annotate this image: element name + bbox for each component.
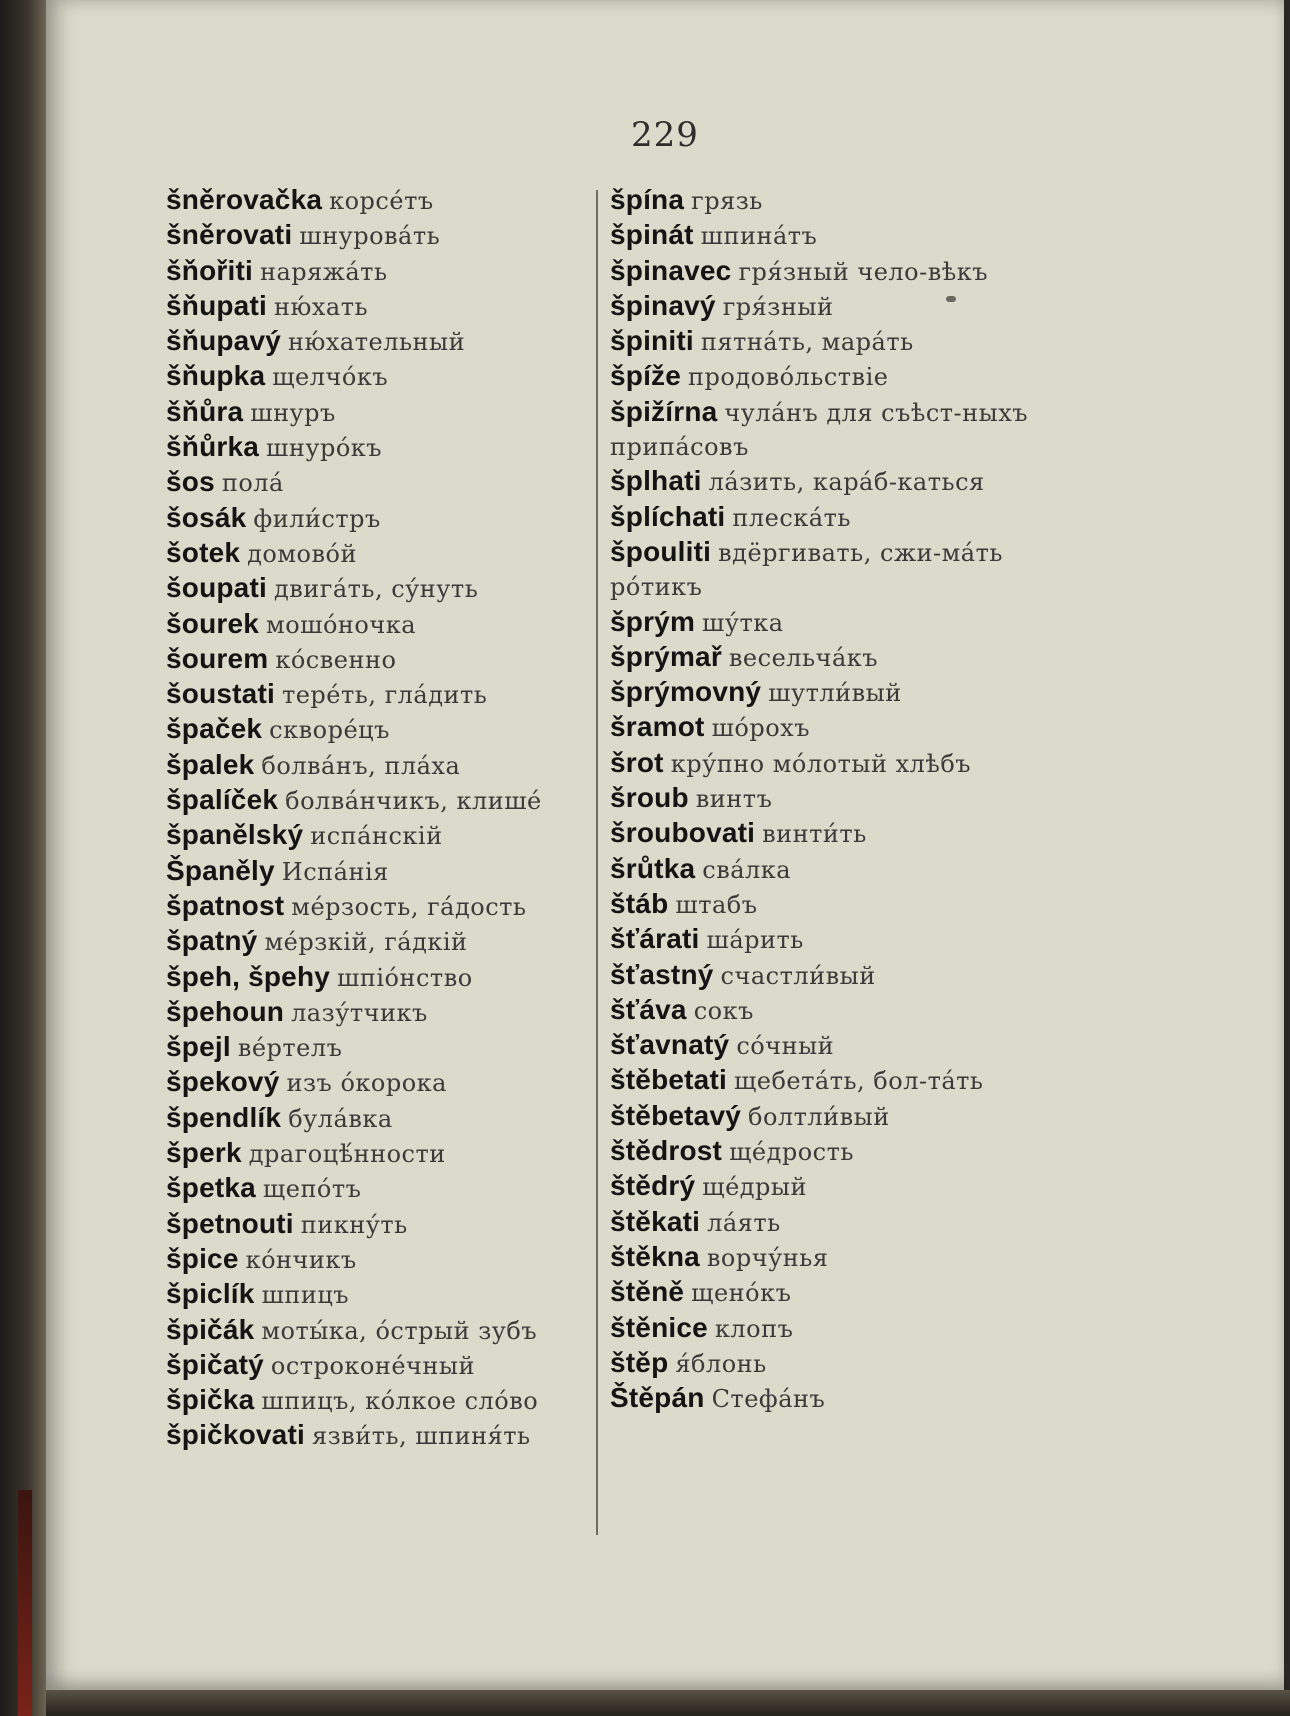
entry-headword: špína (610, 184, 685, 215)
dictionary-entry (610, 395, 1084, 465)
dictionary-entry (166, 783, 634, 818)
dictionary-entry (610, 958, 1084, 993)
entry-headword: šťavnatý (610, 1029, 730, 1061)
entry-headword: štěp (610, 1346, 669, 1378)
entry-translation: продово́льствіе (688, 363, 889, 392)
entry-headword: špice (166, 1242, 239, 1274)
dictionary-entry (166, 642, 634, 677)
entry-translation: болва́нчикъ, клише́ (285, 787, 542, 816)
entry-headword: špalek (166, 748, 255, 780)
entry-headword: šroubovati (610, 817, 756, 849)
book-spine (0, 0, 46, 1716)
entry-headword: šňupavý (166, 325, 281, 357)
dictionary-entry (166, 1065, 634, 1100)
entry-translation: испа́нскій (310, 822, 443, 851)
dictionary-entry (166, 465, 634, 500)
entry-headword: špičák (166, 1313, 255, 1345)
entry-translation: штабъ (675, 890, 758, 919)
entry-headword: špatnost (166, 889, 285, 921)
page-bottom-edge (46, 1690, 1290, 1716)
entry-headword: špinát (610, 219, 694, 251)
dictionary-page (46, 0, 1284, 1690)
entry-translation: наряжа́ть (259, 257, 388, 286)
dictionary-entry (166, 712, 634, 747)
dictionary-entry (166, 889, 634, 924)
dictionary-entry (610, 993, 1084, 1028)
entry-translation: ме́рзость, га́дость (291, 892, 527, 921)
entry-translation: шнурова́ть (299, 222, 441, 251)
dictionary-entry (610, 500, 1084, 535)
dictionary-entry (610, 1063, 1084, 1098)
entry-headword: šosák (166, 501, 247, 533)
entry-translation: ко́нчикъ (245, 1245, 357, 1274)
entry-headword: šourem (166, 642, 269, 674)
dictionary-entry (166, 430, 634, 465)
entry-headword: špendlík (166, 1101, 282, 1133)
dictionary-entry (166, 1418, 634, 1453)
dictionary-entry (610, 218, 1084, 253)
entry-headword: špatný (166, 925, 258, 957)
entry-headword: šprýmovný (610, 676, 762, 708)
entry-translation: со́чный (736, 1032, 835, 1061)
entry-translation: болтли́вый (748, 1102, 890, 1131)
entry-translation: винтъ (695, 785, 773, 814)
entry-translation: ню́хательный (288, 328, 466, 357)
entry-headword: špinavý (610, 289, 716, 321)
entry-translation: пикну́ть (300, 1210, 408, 1239)
dictionary-entry (610, 289, 1084, 324)
entry-headword: Španěly (166, 854, 275, 886)
dictionary-entry (166, 571, 634, 606)
entry-headword: špižírna (610, 395, 718, 427)
entry-translation: ко́свенно (275, 645, 397, 674)
entry-headword: šos (166, 466, 215, 498)
dictionary-entry (610, 1205, 1084, 1240)
entry-translation: винти́ть (762, 820, 867, 849)
entry-translation: ша́рить (706, 926, 804, 955)
dictionary-entry (166, 924, 634, 959)
entry-headword: šotek (166, 536, 241, 568)
dictionary-entry (166, 1348, 634, 1383)
entry-translation: корсе́тъ (329, 187, 434, 215)
entry-headword: špaček (166, 713, 263, 745)
entry-translation: счастли́вый (720, 961, 876, 990)
dictionary-entry (166, 501, 634, 536)
dictionary-entry (610, 324, 1084, 359)
dictionary-entry (166, 1313, 634, 1348)
dictionary-entry (610, 675, 1084, 710)
entry-headword: šramot (610, 711, 705, 743)
dictionary-entry (610, 605, 1084, 640)
dictionary-entry (166, 324, 634, 359)
entry-translation: щепо́тъ (262, 1175, 362, 1204)
entry-translation: ве́ртелъ (237, 1034, 343, 1063)
entry-headword: šoupati (166, 572, 267, 604)
entry-translation: грязь (691, 187, 763, 215)
entry-translation: шпина́тъ (700, 222, 818, 251)
entry-headword: šněrovačka (166, 184, 323, 215)
entry-headword: šourek (166, 607, 260, 639)
entry-headword: šprýmař (610, 640, 722, 672)
entry-translation: шутли́вый (768, 679, 902, 708)
entry-headword: špička (166, 1384, 255, 1416)
entry-translation: тере́ть, гла́дить (281, 681, 488, 710)
column-divider (596, 190, 598, 1535)
entry-translation: остроконе́чный (270, 1351, 475, 1380)
entry-translation: сва́лка (702, 855, 792, 884)
entry-headword: špičatý (166, 1348, 264, 1380)
entry-translation: сокъ (693, 996, 754, 1025)
left-column (166, 183, 634, 1454)
entry-headword: špejl (166, 1031, 231, 1063)
entry-headword: šroub (610, 782, 689, 814)
entry-translation: моты́ка, о́стрый зубъ (261, 1316, 538, 1345)
entry-headword: špehoun (166, 995, 285, 1027)
dictionary-entry (166, 1383, 634, 1418)
entry-translation: кру́пно мо́лотый хлѣбъ (670, 749, 972, 778)
dictionary-entry (166, 183, 634, 218)
dictionary-entry (610, 1169, 1084, 1204)
dictionary-entry (610, 852, 1084, 887)
dictionary-entry (166, 1171, 634, 1206)
entry-translation: шнуръ (250, 398, 336, 427)
entry-headword: šprým (610, 605, 696, 637)
entry-headword: štěnice (610, 1311, 708, 1343)
entry-translation: вдёргивать, сжи-ма́ть ро́тикъ (610, 538, 1003, 602)
entry-headword: štědrý (610, 1170, 696, 1202)
dictionary-entry (610, 254, 1084, 289)
dictionary-entry (166, 960, 634, 995)
dictionary-entry (166, 995, 634, 1030)
dictionary-entry (166, 1101, 634, 1136)
right-column (610, 183, 1084, 1416)
entry-headword: špalíček (166, 784, 279, 816)
entry-headword: špetnouti (166, 1207, 294, 1239)
entry-translation: скворе́цъ (269, 716, 390, 745)
entry-translation: шнуро́къ (266, 434, 383, 463)
dictionary-entry (166, 1207, 634, 1242)
dictionary-entry (166, 289, 634, 324)
entry-headword: šňůra (166, 395, 244, 427)
dictionary-entry (166, 536, 634, 571)
dictionary-entry (610, 816, 1084, 851)
entry-headword: štěbetavý (610, 1099, 741, 1131)
dictionary-entry (610, 359, 1084, 394)
entry-translation: пола́ (221, 469, 284, 498)
entry-headword: šňůrka (166, 431, 260, 463)
entry-headword: šněrovati (166, 219, 293, 251)
spine-binding-strip (18, 1490, 32, 1716)
dictionary-entry (610, 781, 1084, 816)
entry-headword: šrůtka (610, 852, 696, 884)
entry-headword: štěně (610, 1276, 685, 1308)
dictionary-entry (610, 1240, 1084, 1275)
entry-translation: я́блонь (675, 1349, 767, 1378)
entry-translation: язви́ть, шпиня́ть (311, 1422, 531, 1451)
entry-translation: болва́нъ, пла́ха (261, 751, 461, 780)
entry-headword: šrot (610, 746, 664, 778)
dictionary-entry (166, 818, 634, 853)
entry-headword: špiclík (166, 1278, 255, 1310)
dictionary-entry (610, 1134, 1084, 1169)
entry-translation: клопъ (714, 1314, 794, 1343)
entry-translation: шпицъ (261, 1281, 350, 1310)
entry-translation: фили́стръ (253, 504, 381, 533)
entry-headword: šňořiti (166, 254, 253, 286)
entry-headword: špíže (610, 360, 682, 392)
entry-translation: лазу́тчикъ (291, 998, 428, 1027)
entry-translation: домово́й (247, 539, 357, 568)
entry-translation: ме́рзкій, га́дкій (264, 928, 468, 957)
entry-translation: ню́хать (273, 292, 369, 321)
dictionary-entry (166, 854, 634, 889)
entry-translation: мошо́ночка (266, 610, 417, 639)
entry-headword: šperk (166, 1137, 242, 1169)
entry-translation: драгоцѣ́нности (248, 1140, 446, 1169)
entry-headword: štáb (610, 887, 669, 919)
entry-headword: štěkna (610, 1240, 700, 1272)
entry-translation: щелчо́къ (272, 363, 389, 392)
dictionary-entry (610, 1311, 1084, 1346)
dictionary-entry (610, 1346, 1084, 1381)
entry-translation: гря́зный (722, 292, 834, 321)
entry-headword: špinavec (610, 254, 732, 286)
dictionary-entry (166, 607, 634, 642)
dictionary-entry (610, 710, 1084, 745)
dictionary-entry (166, 677, 634, 712)
entry-headword: šňupka (166, 360, 266, 392)
dictionary-entry (610, 464, 1084, 499)
dictionary-entry (166, 359, 634, 394)
entry-headword: špičkovati (166, 1419, 305, 1451)
entry-translation: шпіо́нство (337, 963, 473, 992)
entry-headword: štěbetati (610, 1064, 727, 1096)
entry-translation: щебета́ть, бол-та́ть (733, 1067, 984, 1096)
entry-headword: španělský (166, 819, 304, 851)
dictionary-entry (610, 1028, 1084, 1063)
entry-headword: štěkati (610, 1205, 701, 1237)
entry-translation: була́вка (288, 1104, 393, 1133)
entry-headword: šťastný (610, 958, 714, 990)
entry-headword: Štěpán (610, 1382, 705, 1414)
dictionary-entry (610, 535, 1084, 605)
entry-translation: шпицъ, ко́лкое сло́во (261, 1387, 539, 1416)
entry-translation: чула́нъ для съѣст-ныхъ припа́совъ (610, 398, 1029, 462)
dictionary-entry (166, 1136, 634, 1171)
entry-translation: двига́ть, су́нуть (273, 575, 479, 604)
entry-headword: špekový (166, 1066, 280, 1098)
page-speck (946, 296, 956, 302)
entry-translation: пятна́ть, мара́ть (700, 328, 914, 357)
entry-translation: плеска́ть (732, 503, 851, 532)
dictionary-entry (610, 1381, 1084, 1416)
dictionary-entry (166, 1242, 634, 1277)
entry-headword: šoustati (166, 678, 275, 710)
entry-headword: špouliti (610, 535, 712, 567)
dictionary-entry (166, 254, 634, 289)
entry-headword: špiniti (610, 325, 694, 357)
entry-translation: весельча́къ (728, 643, 879, 672)
page-number: 229 (631, 115, 699, 155)
dictionary-entry (166, 1030, 634, 1065)
dictionary-entry (166, 218, 634, 253)
entry-translation: шо́рохъ (711, 714, 810, 743)
dictionary-entry (610, 1099, 1084, 1134)
dictionary-entry (610, 887, 1084, 922)
entry-headword: šplíchati (610, 500, 726, 532)
dictionary-entry (610, 1275, 1084, 1310)
dictionary-entry (610, 183, 1084, 218)
entry-translation: ще́дрость (729, 1138, 854, 1167)
entry-headword: šňupati (166, 289, 267, 321)
entry-translation: шу́тка (702, 608, 784, 637)
entry-translation: Стефа́нъ (711, 1385, 826, 1414)
entry-translation: ла́зить, кара́б-каться (708, 468, 985, 497)
dictionary-entry (166, 1277, 634, 1312)
entry-translation: гря́зный чело-вѣкъ (738, 257, 988, 286)
dictionary-entry (166, 748, 634, 783)
entry-translation: Испа́нія (281, 857, 389, 886)
entry-translation: ще́дрый (702, 1173, 808, 1202)
dictionary-entry (610, 746, 1084, 781)
entry-headword: štědrost (610, 1135, 723, 1167)
entry-headword: šťárati (610, 923, 700, 955)
entry-translation: ворчу́нья (706, 1243, 829, 1272)
dictionary-entry (610, 640, 1084, 675)
entry-headword: šplhati (610, 465, 702, 497)
entry-headword: šťáva (610, 993, 687, 1025)
entry-headword: špeh, špehy (166, 960, 331, 992)
entry-headword: špetka (166, 1172, 256, 1204)
entry-translation: изъ о́корока (286, 1069, 447, 1098)
dictionary-entry (166, 395, 634, 430)
entry-translation: ла́ять (707, 1208, 781, 1237)
entry-translation: щено́къ (691, 1279, 792, 1308)
dictionary-entry (610, 922, 1084, 957)
